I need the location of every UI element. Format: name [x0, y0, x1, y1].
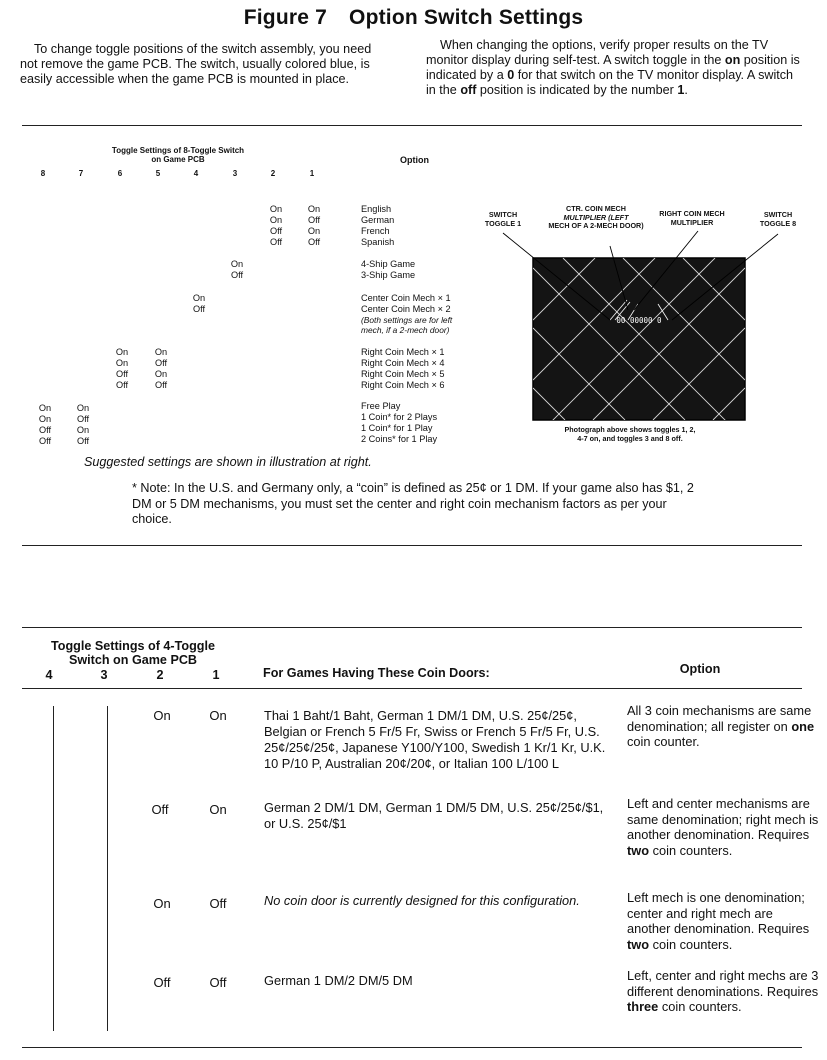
- col-3-line: [107, 706, 108, 1031]
- col-4: 4: [193, 169, 199, 178]
- table1-header: Toggle Settings of 8-Toggle Switch on Game PCB: [111, 146, 245, 164]
- table-cell: On: [269, 204, 283, 214]
- intro-right: When changing the options, verify proper results on the TV monitor display during self-test. A switch toggle in the on position is indicated by a 0 for that switch on the TV monitor display. A switch in the off position is indicated by the number 1.: [426, 38, 800, 97]
- option-note: (Both settings are for left: [361, 315, 453, 325]
- table-cell: Off: [76, 414, 90, 424]
- table-cell: On: [154, 369, 168, 379]
- table-cell: Off: [151, 802, 169, 817]
- suggested-settings: Suggested settings are shown in illustration at right.: [84, 455, 372, 469]
- divider: [22, 125, 802, 126]
- col-1: 1: [309, 169, 315, 178]
- table-cell: On: [115, 347, 129, 357]
- table-cell: On: [192, 293, 206, 303]
- table-cell: Off: [154, 358, 168, 368]
- option-note: mech, if a 2-mech door): [361, 325, 450, 335]
- option-label: Free Play: [361, 401, 401, 411]
- option-label: 1 Coin* for 1 Play: [361, 423, 433, 433]
- table-cell: Off: [307, 237, 321, 247]
- table-cell: Off: [38, 436, 52, 446]
- table2-option-header: Option: [679, 662, 721, 676]
- table1-option-header: Option: [400, 155, 429, 165]
- option-label: Spanish: [361, 237, 395, 247]
- option-label: Center Coin Mech × 2: [361, 304, 451, 314]
- table-cell: On: [307, 226, 321, 236]
- switch-photo: [470, 228, 810, 424]
- col-3: 3: [100, 668, 108, 682]
- col-2: 2: [270, 169, 276, 178]
- table-cell: Off: [153, 975, 171, 990]
- table-cell: On: [76, 403, 90, 413]
- col-6: 6: [117, 169, 123, 178]
- photo-caption: Photograph above shows toggles 1, 2, 4-7 on, and toggles 3 and 8 off.: [564, 425, 696, 443]
- table-cell: Off: [38, 425, 52, 435]
- table-cell: On: [153, 896, 171, 911]
- table-cell: Off: [269, 237, 283, 247]
- option-label: German: [361, 215, 395, 225]
- table-cell: On: [230, 259, 244, 269]
- option-label: 3-Ship Game: [361, 270, 416, 280]
- page-title: [0, 6, 827, 30]
- intro-left: To change toggle positions of the switch assembly, you need not remove the game PCB. The switch, usually colored blue, is easily accessible when the game PCB is mounted in place.: [20, 42, 372, 86]
- table-cell: On: [209, 802, 227, 817]
- coin-doors-text: Thai 1 Baht/1 Baht, German 1 DM/1 DM, U.S. 25¢/25¢, Belgian or French 5 Fr/5 Fr, Swiss or French 5 Fr/5 Fr, U.S. 25¢/25¢/25¢, Japanese Y100/Y100, Swedish 1 Kr/1 Kr, U.K. 10 P/10 P, Australian 20¢/20¢, or Italian 100 L/100 L: [264, 708, 606, 771]
- coin-doors-text: German 2 DM/1 DM, German 1 DM/5 DM, U.S. 25¢/25¢/$1, or U.S. 25¢/$1: [264, 800, 604, 831]
- label-switch-toggle-1: SWITCH TOGGLE 1: [484, 210, 522, 228]
- option-label: Right Coin Mech × 5: [361, 369, 445, 379]
- option-label: 1 Coin* for 2 Plays: [361, 412, 438, 422]
- divider: [22, 627, 802, 628]
- footnote: * Note: In the U.S. and Germany only, a “coin” is defined as 25¢ or 1 DM. If your game also has $1, 2 DM or 5 DM mechanisms, you must set the center and right coin mechanism factors as per your choice.: [132, 481, 694, 526]
- table-cell: On: [269, 215, 283, 225]
- doors-header: For Games Having These Coin Doors:: [263, 666, 490, 680]
- table-cell: On: [115, 358, 129, 368]
- table-cell: On: [154, 347, 168, 357]
- table-cell: On: [209, 708, 227, 723]
- option-label: Right Coin Mech × 4: [361, 358, 445, 368]
- option-text: Left, center and right mechs are 3 different denominations. Requires three coin counters.: [627, 968, 819, 1014]
- table-cell: On: [307, 204, 321, 214]
- coin-doors-text: German 1 DM/2 DM/5 DM: [264, 973, 413, 988]
- label-switch-toggle-8: SWITCH TOGGLE 8: [759, 210, 797, 228]
- table-cell: Off: [209, 975, 227, 990]
- col-8: 8: [40, 169, 46, 178]
- table-cell: On: [38, 414, 52, 424]
- table-cell: Off: [230, 270, 244, 280]
- label-right-coin-mech: RIGHT COIN MECH MULTIPLIER: [659, 209, 725, 227]
- option-label: Right Coin Mech × 1: [361, 347, 445, 357]
- table-cell: On: [76, 425, 90, 435]
- table-cell: On: [153, 708, 171, 723]
- option-label: 4-Ship Game: [361, 259, 416, 269]
- table-cell: Off: [115, 380, 129, 390]
- col-5: 5: [155, 169, 161, 178]
- option-text: Left mech is one denomination; center and right mech are another denomination. Requires two coin counters.: [627, 890, 810, 952]
- option-text: All 3 coin mechanisms are same denomination; all register on one coin counter.: [627, 703, 815, 749]
- label-center-coin-mech: CTR. COIN MECH MULTIPLIER (LEFT MECH OF A 2-MECH DOOR): [548, 204, 644, 230]
- option-label: Center Coin Mech × 1: [361, 293, 451, 303]
- option-label: French: [361, 226, 390, 236]
- table-cell: Off: [115, 369, 129, 379]
- table-cell: Off: [192, 304, 206, 314]
- table-cell: Off: [307, 215, 321, 225]
- table2-header: Toggle Settings of 4-Toggle Switch on Game PCB: [51, 639, 215, 667]
- col-3: 3: [232, 169, 238, 178]
- divider: [22, 545, 802, 546]
- coin-doors-text: No coin door is currently designed for this configuration.: [264, 893, 580, 908]
- option-label: Right Coin Mech × 6: [361, 380, 445, 390]
- col-2: 2: [156, 668, 164, 682]
- divider: [22, 688, 802, 689]
- col-4: 4: [45, 668, 53, 682]
- table-cell: Off: [209, 896, 227, 911]
- option-label: English: [361, 204, 392, 214]
- table-cell: On: [38, 403, 52, 413]
- col-7: 7: [78, 169, 84, 178]
- option-label: 2 Coins* for 1 Play: [361, 434, 438, 444]
- table-cell: Off: [76, 436, 90, 446]
- option-text: Left and center mechanisms are same denomination; right mech is another denomination. Requires two coin counters.: [627, 796, 819, 858]
- table-cell: Off: [154, 380, 168, 390]
- col-1: 1: [212, 668, 220, 682]
- figure-number: Figure 7: [243, 6, 328, 29]
- table-cell: Off: [269, 226, 283, 236]
- col-4-line: [53, 706, 54, 1031]
- divider: [22, 1047, 802, 1048]
- figure-title: Option Switch Settings: [349, 6, 584, 29]
- switch-readout: 00 00000 0: [616, 316, 662, 325]
